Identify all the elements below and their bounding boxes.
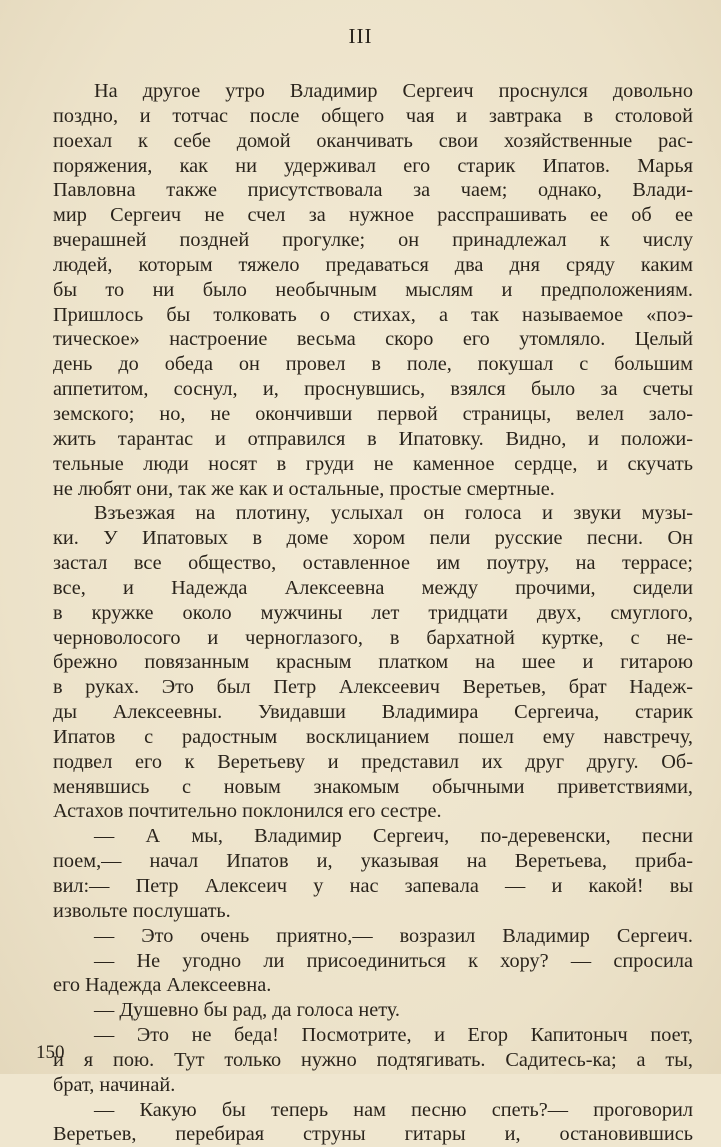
text-line: ды Алексеевны. Увидавши Владимира Сергеича, старик	[53, 701, 693, 724]
text-line: — Не угодно ли присоединиться к хору? — спросила	[94, 949, 693, 972]
text-line: — Какую бы теперь нам песню спеть?— проговорил	[94, 1098, 693, 1121]
text-line: поем,— начал Ипатов и, указывая на Веретьева, приба-	[53, 850, 693, 873]
text-line: бы то ни было необычным мыслям и предположениям.	[53, 278, 693, 301]
text-line: брежно повязанным красным платком на шее и гитарою	[53, 651, 693, 674]
text-line: Веретьев, перебирая струны гитары и, остановившись	[53, 1123, 693, 1146]
text-line: застал все общество, оставленное им поутру, на террасе;	[53, 552, 693, 575]
text-line: в руках. Это был Петр Алексеевич Веретьев, брат Надеж-	[53, 676, 693, 699]
text-line: и я пою. Тут только нужно подтягивать. Садитесь-ка; а ты,	[53, 1048, 693, 1071]
text-line: На другое утро Владимир Сергеич проснулся довольно	[94, 80, 693, 102]
text-line: его Надежда Алексеевна.	[53, 974, 272, 997]
text-line: земского; но, не окончивши первой страницы, велел зало-	[53, 402, 693, 425]
text-line: подвел его к Веретьеву и представил их друг другу. Об-	[53, 750, 693, 773]
text-line: извольте послушать.	[53, 899, 231, 922]
text-line: — Душевно бы рад, да голоса нету.	[94, 999, 401, 1022]
body-text	[53, 79, 693, 1147]
text-line: жить тарантас и отправился в Ипатовку. Видно, и положи-	[53, 427, 693, 450]
text-line: вил:— Петр Алексеич у нас запевала — и какой! вы	[53, 875, 693, 897]
text-line: тельные люди носят в груди не каменное сердце, и скучать	[53, 452, 693, 475]
text-line: ки. У Ипатовых в доме хором пели русские песни. Он	[53, 527, 693, 550]
text-line: — А мы, Владимир Сергеич, по-деревенски, песни	[94, 825, 693, 848]
page-number: 150	[36, 1042, 65, 1063]
text-line: Взъезжая на плотину, услыхал он голоса и звуки музы-	[94, 502, 693, 525]
text-line: поехал к себе домой оканчивать свои хозяйственные рас-	[53, 129, 693, 152]
text-line: Павловна также присутствовала за чаем; однако, Влади-	[53, 179, 693, 202]
text-line: день до обеда он провел в поле, покушал с большим	[53, 353, 693, 376]
text-line: людей, которым тяжело предаваться два дня сряду каким	[53, 253, 693, 276]
text-line: черноволосого и черноглазого, в бархатной куртке, с не-	[53, 626, 693, 649]
text-line: все, и Надежда Алексеевна между прочими, сидели	[53, 576, 693, 599]
text-line: не любят они, так же как и остальные, простые смертные.	[53, 477, 555, 500]
text-line: — Это не беда! Посмотрите, и Егор Капитоныч поет,	[94, 1024, 693, 1047]
text-line: брат, начинай.	[53, 1073, 176, 1096]
text-line: тическое» настроение весьма скоро его утомляло. Целый	[53, 328, 693, 351]
text-line: аппетитом, соснул, и, проснувшись, взялся было за счеты	[53, 378, 693, 401]
text-line: менявшись с новым знакомым обычными приветствиями,	[53, 775, 693, 798]
text-line: в кружке около мужчины лет тридцати двух, смуглого,	[53, 601, 693, 624]
text-line: Ипатов с радостным восклицанием пошел ему навстречу,	[53, 725, 693, 748]
text-line: мир Сергеич не счел за нужное расспрашивать ее об ее	[53, 204, 693, 227]
text-line: Астахов почтительно поклонился его сестре.	[53, 800, 442, 823]
text-line: поздно, и тотчас после общего чая и завтрака в столовой	[53, 104, 693, 127]
text-line: поряжения, как ни удерживал его старик Ипатов. Марья	[53, 154, 693, 177]
text-line: Пришлось бы толковать о стихах, а так называемое «поэ-	[53, 303, 693, 326]
text-line: — Это очень приятно,— возразил Владимир Сергеич.	[94, 924, 693, 947]
text-line: вчерашней поздней прогулке; он принадлежал к числу	[53, 229, 693, 252]
chapter-heading: III	[348, 24, 373, 48]
